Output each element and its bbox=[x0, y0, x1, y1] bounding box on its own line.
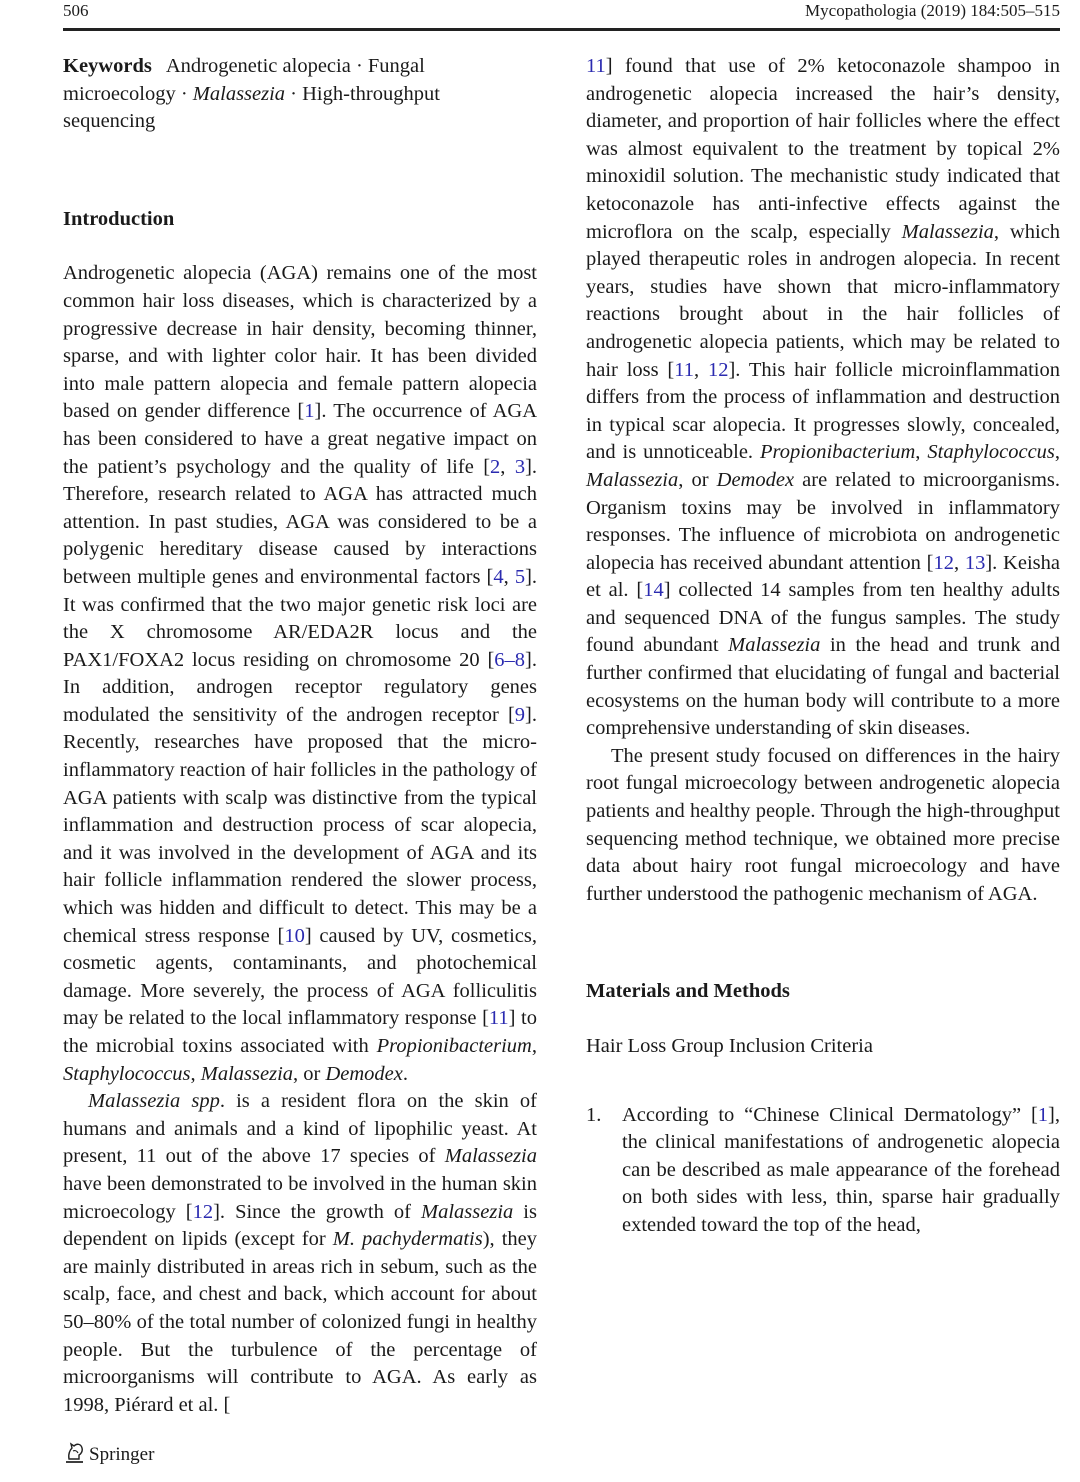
italic-taxon: Demodex bbox=[716, 468, 795, 491]
text-run: ]. Since the growth of bbox=[213, 1200, 422, 1223]
text-run: is dependent on lipids (except for bbox=[63, 1200, 537, 1251]
subsection-heading-inclusion-criteria: Hair Loss Group Inclusion Criteria bbox=[586, 1035, 873, 1057]
text-run: ], the clinical manifestations of androgenetic alopecia can be described as male appearance of the forehead on both sides with less, thin, sparse hair gradually extended toward the top of the head, bbox=[622, 1103, 1060, 1236]
text-run: , bbox=[953, 551, 965, 574]
header-rule bbox=[63, 28, 1060, 31]
text-run: ]. Therefore, research related to AGA has attracted much attention. In past studies, AGA was considered to be a polygenic hereditary disease caused by interactions between multiple genes and environmental factors [ bbox=[63, 455, 538, 588]
intro-paragraph-2-continued bbox=[586, 53, 1060, 743]
citation-link[interactable]: 9 bbox=[514, 703, 526, 726]
citation-link[interactable]: 10 bbox=[284, 924, 305, 947]
journal-citation: Mycopathologia (2019) 184:505–515 bbox=[805, 1, 1060, 20]
keywords-label: Keywords bbox=[63, 55, 152, 77]
text-run: , or bbox=[293, 1062, 326, 1085]
keyword: High-throughput sequencing bbox=[63, 82, 440, 133]
citation-link[interactable]: 1 bbox=[304, 400, 315, 423]
text-run: , or bbox=[678, 468, 717, 491]
text-run: are related to microorganisms. Organism toxins may be involved in inflammatory responses. The influence of microbiota on androgenetic alopecia has received abundant attention [ bbox=[586, 468, 1060, 574]
text-run: ]. In addition, androgen receptor regulatory genes modulated the sensitivity of the androgen receptor [ bbox=[63, 648, 537, 726]
italic-taxon: Staphylococcus bbox=[927, 441, 1055, 464]
citation-link[interactable]: 12 bbox=[707, 358, 729, 381]
citation-link[interactable]: 3 bbox=[514, 455, 526, 478]
text-run: have been demonstrated to be involved in the human skin microecology [ bbox=[63, 1172, 537, 1223]
italic-taxon: M. pachydermatis bbox=[332, 1228, 483, 1251]
italic-taxon: Malassezia bbox=[200, 1062, 294, 1085]
page-number: 506 bbox=[63, 1, 89, 20]
keyword: Androgenetic alopecia bbox=[165, 55, 351, 77]
text-run: , bbox=[500, 455, 515, 478]
italic-taxon: Malassezia spp bbox=[88, 1090, 220, 1113]
text-run: , bbox=[694, 358, 708, 381]
keyword: Fungal microecology bbox=[63, 55, 425, 105]
intro-paragraph-1 bbox=[63, 260, 537, 1088]
text-run: , bbox=[503, 565, 515, 588]
citation-link[interactable]: 6–8 bbox=[494, 648, 526, 671]
citation-link[interactable]: 14 bbox=[643, 579, 664, 602]
text-run: ]. This hair follicle microinflammation differs from the process of inflammation and destruction in typical scar alopecia. It progresses slowly, concealed, and is unnoticeable. bbox=[586, 358, 1060, 464]
italic-taxon: Propionibacterium bbox=[376, 1035, 532, 1057]
keyword: Malassezia bbox=[192, 82, 286, 105]
keyword-separator: · bbox=[285, 82, 303, 105]
citation-link[interactable]: 12 bbox=[192, 1200, 214, 1223]
text-run: , bbox=[531, 1035, 537, 1057]
text-run: ]. The occurrence of AGA has been considered to have a great negative impact on the patient’s psychology and the quality of life [ bbox=[63, 400, 537, 478]
italic-taxon: Malassezia bbox=[444, 1145, 537, 1168]
right-column bbox=[586, 53, 1060, 1240]
text-run: ), they are mainly distributed in areas rich in sebum, such as the scalp, face, and chest and back, which account for about 50–80% of the total number of colonized fungi in healthy people. But the turbulence of the percentage of microorganisms will contribute to AGA. As early as 1998, Piérard et al. [ bbox=[63, 1228, 538, 1416]
text-run: . is a resident flora on the skin of humans and animals and a kind of lipophilic yeast. At present, 11 out of the above 17 species of bbox=[63, 1090, 537, 1168]
text-run: According to “Chinese Clinical Dermatology” [ bbox=[622, 1103, 1038, 1126]
section-heading-materials-methods: Materials and Methods bbox=[586, 980, 790, 1003]
criteria-list-item bbox=[586, 1102, 1060, 1240]
citation-link[interactable]: 11 bbox=[674, 358, 695, 381]
citation-link[interactable]: 12 bbox=[933, 551, 954, 574]
text-run: Androgenetic alopecia (AGA) remains one of the most common hair loss diseases, which is characterized by a progressive decrease in hair density, becoming thinner, sparse, and with lighter color hair. It has been divided into male pattern alopecia and female pattern alopecia based on gender difference [ bbox=[63, 262, 537, 423]
text-run: , which played therapeutic roles in androgen alopecia. In recent years, studies have shown that micro-inflammatory reactions brought about in the hair follicles of androgenetic alopecia patients, which may be related to hair loss [ bbox=[586, 220, 1060, 381]
italic-taxon: Malassezia bbox=[421, 1200, 514, 1223]
springer-horse-icon bbox=[63, 1439, 85, 1471]
citation-link[interactable]: 2 bbox=[490, 455, 501, 478]
italic-taxon: Malassezia bbox=[901, 220, 994, 243]
text-run: ]. It was confirmed that the two major genetic risk loci are the X chromosome AR/EDA2R locus and the PAX1/FOXA2 locus residing on chromosome 20 [ bbox=[63, 565, 538, 671]
text-run: , bbox=[1054, 441, 1061, 464]
citation-link[interactable]: 5 bbox=[514, 565, 526, 588]
running-head bbox=[63, 0, 1060, 28]
citation-link[interactable]: 11 bbox=[488, 1007, 509, 1030]
text-run: ]. Recently, researches have proposed that the micro-inflammatory reaction of hair follicles in the pathology of AGA patients with scalp was distinctive from the typical inflammation and destruction process of scar alopecia, and it was involved in the development of AGA and its hair follicle inflammation rendered the slower process, which was hidden and difficult to detect. This may be a chemical stress response [ bbox=[63, 703, 537, 947]
text-run: . bbox=[402, 1062, 408, 1085]
italic-taxon: Propionibacterium bbox=[760, 441, 916, 464]
italic-taxon: Staphylococcus bbox=[63, 1062, 191, 1085]
list-number: 1. bbox=[586, 1103, 602, 1126]
section-heading-introduction: Introduction bbox=[63, 207, 175, 230]
citation-link[interactable]: 11 bbox=[586, 55, 606, 77]
text-run: , bbox=[190, 1062, 201, 1085]
keyword-separator: · bbox=[350, 55, 368, 77]
footer bbox=[63, 1440, 154, 1470]
text-run: ] to the microbial toxins associated with bbox=[63, 1007, 537, 1057]
citation-link[interactable]: 1 bbox=[1037, 1103, 1049, 1126]
text-run: in the head and trunk and further confirmed that elucidating of fungal and bacterial ecosystems on the human body will contribute to a more comprehensive understanding of skin diseases. bbox=[586, 634, 1060, 740]
italic-taxon: Malassezia bbox=[586, 468, 679, 491]
text-run: , bbox=[915, 441, 928, 464]
citation-link[interactable]: 13 bbox=[964, 551, 986, 574]
publisher-name: Springer bbox=[89, 1444, 155, 1465]
text-run: ]. Keisha et al. [ bbox=[586, 551, 1060, 602]
text-run: ] caused by UV, cosmetics, cosmetic agents, contaminants, and photochemical damage. More severely, the process of AGA folliculitis may be related to the local inflammatory response [ bbox=[63, 924, 537, 1030]
italic-taxon: Malassezia bbox=[728, 634, 821, 657]
italic-taxon: Demodex bbox=[325, 1062, 403, 1085]
keyword-separator: · bbox=[175, 82, 193, 105]
intro-paragraph-3: The present study focused on differences in the hairy root fungal microecology between androgenetic alopecia patients and healthy people. Through the high-throughput sequencing method technique, we obtained more precise data about hairy root fungal microecology and have further understood the pathogenic mechanism of AGA. bbox=[586, 744, 1060, 905]
citation-link[interactable]: 4 bbox=[493, 565, 504, 588]
keywords bbox=[63, 53, 537, 136]
left-column bbox=[63, 53, 537, 1419]
text-run: ] found that use of 2% ketoconazole shampoo in androgenetic alopecia increased the hair’s density, diameter, and proportion of hair follicles where the effect was almost equivalent to the treatment by topical 2% minoxidil solution. The mechanistic study indicated that ketoconazole has anti-infective effects against the microflora on the scalp, especially bbox=[586, 55, 1060, 243]
text-run: ] collected 14 samples from ten healthy adults and sequenced DNA of the fungus samples. The study found abundant bbox=[586, 579, 1060, 657]
intro-paragraph-2 bbox=[63, 1088, 537, 1419]
